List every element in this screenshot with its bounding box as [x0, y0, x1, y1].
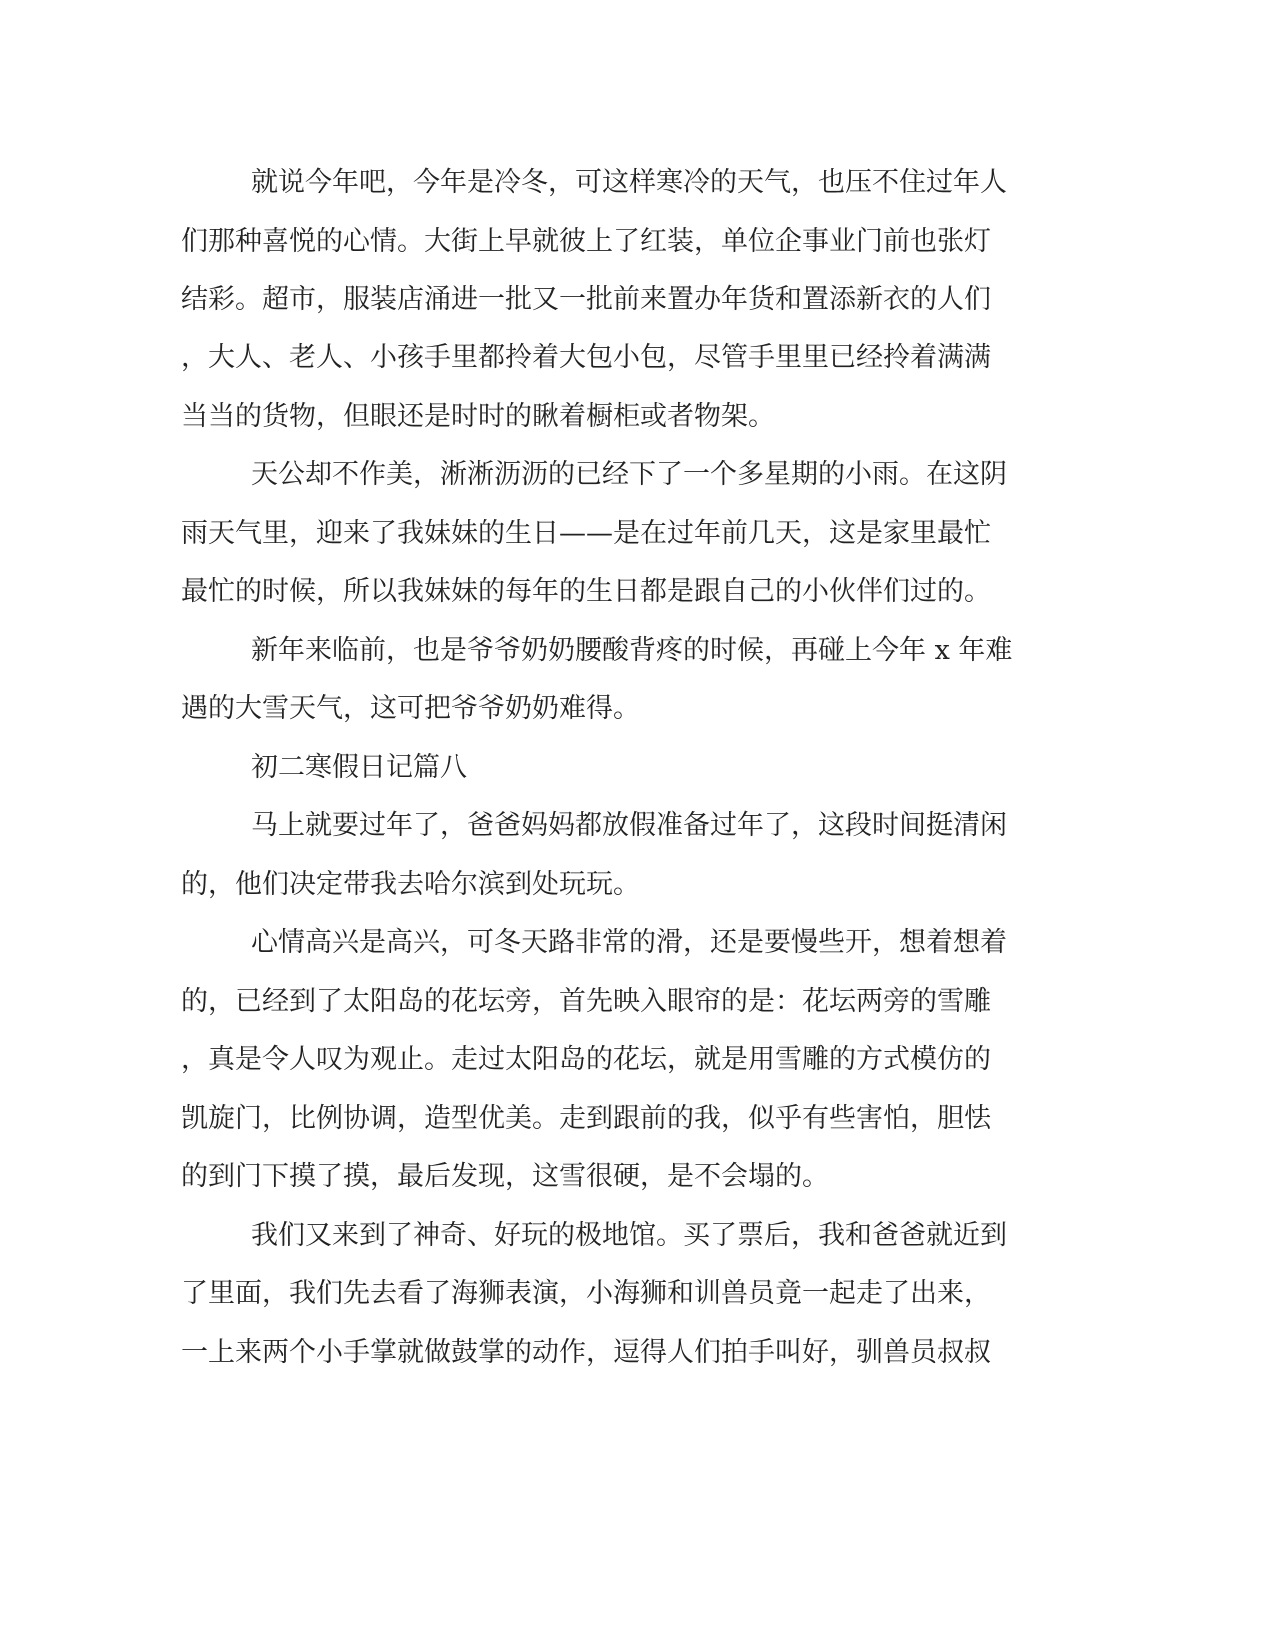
text-line: 马上就要过年了，爸爸妈妈都放假准备过年了，这段时间挺清闲 [251, 810, 1007, 841]
text-line: ，大人、老人、小孩手里都拎着大包小包，尽管手里里已经拎着满满 [181, 342, 991, 373]
text-line: 遇的大雪天气，这可把爷爷奶奶难得。 [181, 693, 640, 724]
text-line: 当当的货物，但眼还是时时的瞅着橱柜或者物架。 [181, 401, 775, 432]
text-line: 了里面，我们先去看了海狮表演，小海狮和训兽员竟一起走了出来， [181, 1278, 991, 1309]
text-line: 凯旋门，比例协调，造型优美。走到跟前的我，似乎有些害怕，胆怯 [181, 1103, 991, 1134]
text-line: 新年来临前，也是爷爷奶奶腰酸背疼的时候，再碰上今年 x 年难 [251, 635, 1013, 666]
text-line: 心情高兴是高兴，可冬天路非常的滑，还是要慢些开，想着想着 [251, 927, 1007, 958]
text-line: 最忙的时候，所以我妹妹的每年的生日都是跟自己的小伙伴们过的。 [181, 576, 991, 607]
text-line: 天公却不作美，淅淅沥沥的已经下了一个多星期的小雨。在这阴 [251, 459, 1007, 490]
text-line: ，真是令人叹为观止。走过太阳岛的花坛，就是用雪雕的方式模仿的 [181, 1044, 991, 1075]
text-line: 雨天气里，迎来了我妹妹的生日——是在过年前几天，这是家里最忙 [181, 518, 991, 549]
section-heading: 初二寒假日记篇八 [251, 752, 467, 783]
text-line: 的，已经到了太阳岛的花坛旁，首先映入眼帘的是：花坛两旁的雪雕 [181, 986, 991, 1017]
text-line: 我们又来到了神奇、好玩的极地馆。买了票后，我和爸爸就近到 [251, 1220, 1007, 1251]
text-line: 一上来两个小手掌就做鼓掌的动作，逗得人们拍手叫好，驯兽员叔叔 [181, 1337, 991, 1368]
text-line: 的到门下摸了摸，最后发现，这雪很硬，是不会塌的。 [181, 1161, 829, 1192]
text-line: 们那种喜悦的心情。大街上早就彼上了红装，单位企事业门前也张灯 [181, 226, 991, 257]
text-line: 结彩。超市，服装店涌进一批又一批前来置办年货和置添新衣的人们 [181, 284, 991, 315]
text-line: 的，他们决定带我去哈尔滨到处玩玩。 [181, 869, 640, 900]
text-line: 就说今年吧，今年是冷冬，可这样寒冷的天气，也压不住过年人 [251, 167, 1007, 198]
